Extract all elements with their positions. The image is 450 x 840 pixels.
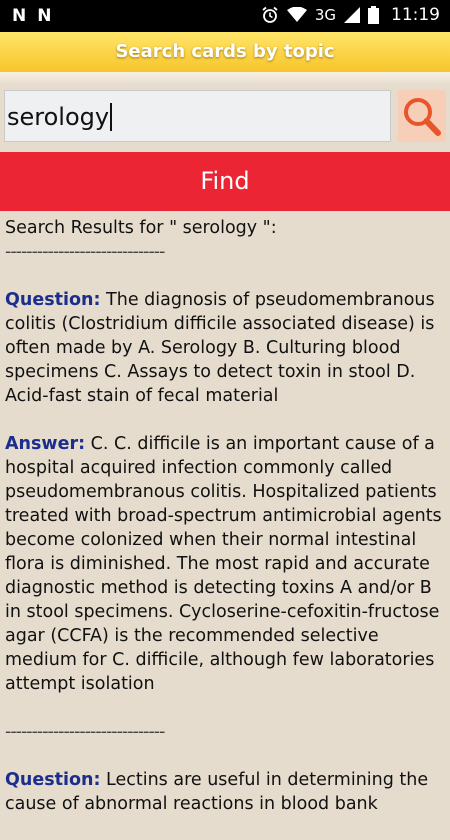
network-type: 3G: [314, 6, 336, 24]
search-input[interactable]: [4, 90, 391, 142]
text-cursor: [110, 103, 112, 131]
answer-body: C. C. difficile is an important cause of a hospital acquired infection commonly called pseudomembranous colitis. Hospitalized patients treated with broad-spectrum antimicrobial agents become colonized when their normal intestinal flora is diminished. The most rapid and accurate diagnostic method is detecting toxins A and/or B in stool specimens. Cycloserine-cefoxitin-fructose agar (CCFA) is the recommended selective medium for C. difficile, although few laboratories attempt isolation: [5, 434, 442, 694]
question-body: The diagnosis of pseudomembranous colitis (Clostridium difficile associated disease) is often made by A. Serology B. Culturing blood specimens C. Assays to detect toxin in stool D. Acid-fast stain of fecal material: [5, 290, 435, 406]
question-label: Question:: [5, 290, 101, 310]
separator: ------------------------------: [5, 242, 165, 262]
separator: ------------------------------: [5, 722, 165, 742]
alarm-icon: [261, 6, 279, 24]
wifi-icon: [287, 7, 307, 23]
question-text: [5, 288, 445, 408]
question-body: Lectins are useful in determining the cause of abnormal reactions in blood bank: [5, 770, 429, 814]
battery-icon: [368, 6, 379, 24]
question-text: [5, 768, 445, 816]
clock: 11:19: [391, 5, 440, 25]
results-heading: Search Results for " serology ":: [5, 218, 277, 238]
search-input-value: serology: [7, 103, 110, 131]
answer-label: Answer:: [5, 434, 86, 454]
search-icon: [398, 90, 446, 142]
status-bar: [0, 0, 450, 32]
page-title: Search cards by topic: [115, 41, 335, 62]
title-bar: [0, 32, 450, 73]
answer-text: [5, 432, 445, 696]
search-results: [5, 216, 445, 840]
question-label: Question:: [5, 770, 101, 790]
search-button[interactable]: [398, 90, 446, 142]
signal-icon: [344, 7, 360, 23]
divider: [0, 72, 450, 86]
notification-icon: N: [12, 6, 26, 26]
notification-icon: N: [37, 6, 51, 26]
find-button[interactable]: Find: [0, 152, 450, 211]
